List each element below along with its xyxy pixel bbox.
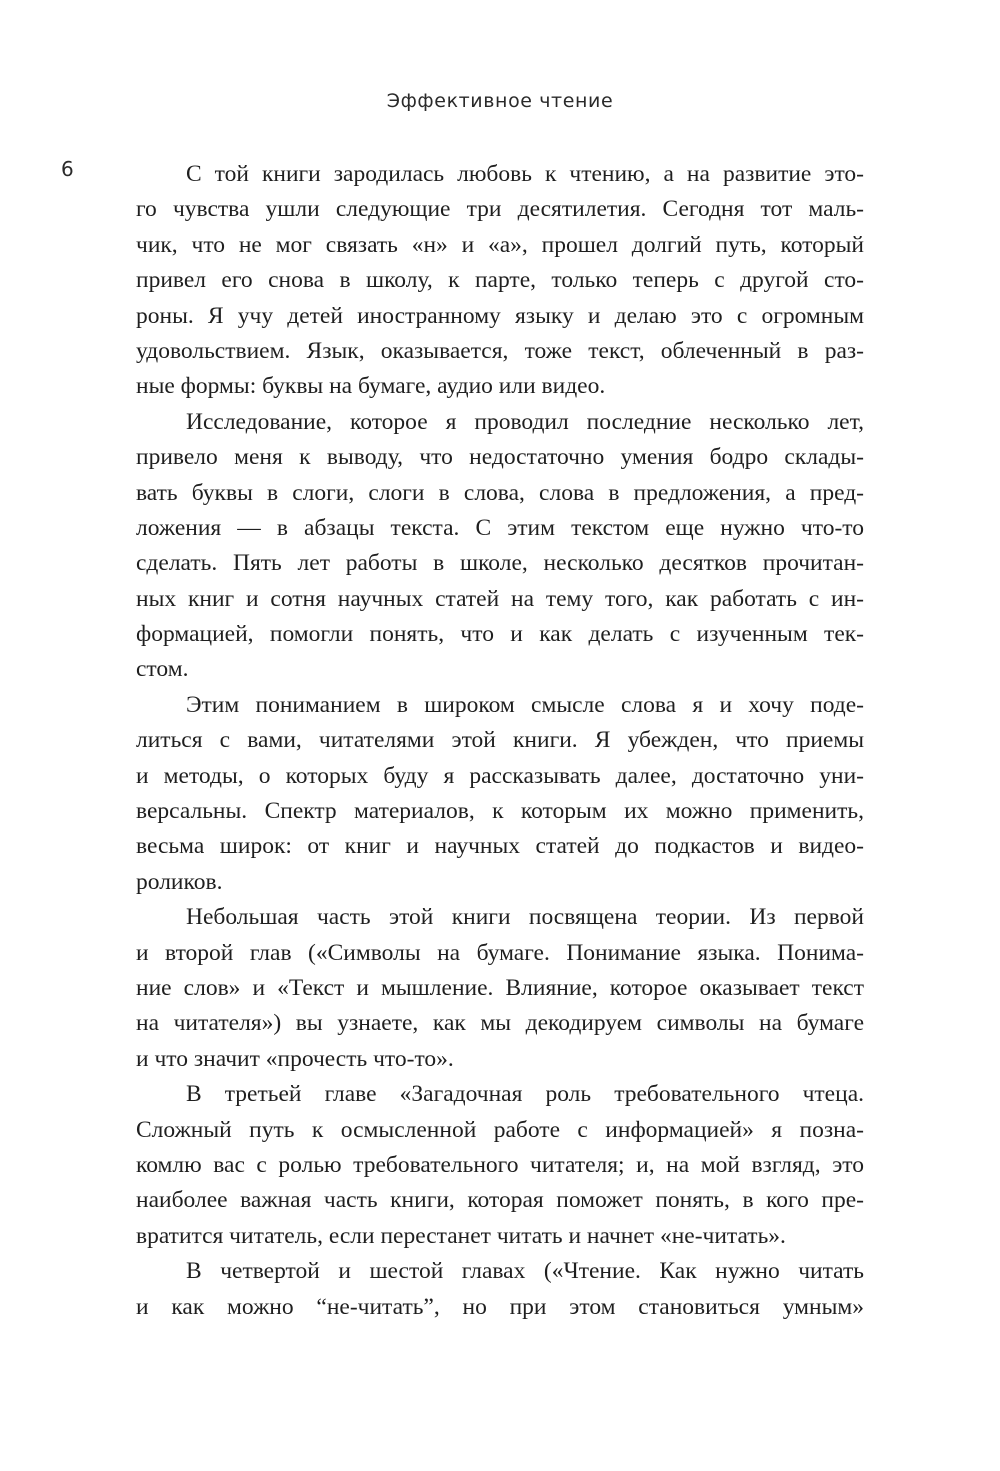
text-line: ные формы: буквы на бумаге, аудио или видео. [136,373,606,400]
body-text [136,157,864,1325]
paragraph [136,688,864,900]
text-line: формацией, помогли понять, что и как делать с изученным тек- [136,621,864,648]
text-line: и методы, о которых буду я рассказывать далее, достаточно уни- [136,762,864,789]
text-line: ных книг и сотня научных статей на тему того, как работать с ин- [136,585,864,612]
text-line: комлю вас с ролью требовательного читателя; и, на мой взгляд, это [136,1151,864,1178]
text-line: вать буквы в слоги, слоги в слова, слова в предложения, а пред- [136,479,864,506]
text-line: Этим пониманием в широком смысле слова я и хочу поде- [186,691,864,718]
page-number: 6 [61,157,74,181]
paragraph [136,1077,864,1254]
text-line: привел его снова в школу, к парте, только теперь с другой сто- [136,267,864,294]
text-line: С той книги зародилась любовь к чтению, а на развитие это- [186,161,864,187]
text-line: и как можно “не-читать”, но при этом становиться умным» [136,1293,864,1320]
running-title: Эффективное чтение [386,90,614,112]
text-line: роны. Я учу детей иностранному языку и делаю это с огромным [136,302,864,329]
text-line: Небольшая часть этой книги посвящена теории. Из первой [186,904,864,931]
text-line: весьма широк: от книг и научных статей до подкастов и видео- [136,833,864,860]
text-line: Сложный путь к осмысленной работе с информацией» я позна- [136,1116,864,1143]
paragraph [136,405,864,688]
text-line: удовольствием. Язык, оказывается, тоже текст, облеченный в раз- [136,337,864,364]
text-line: вратится читатель, если перестанет читать и начнет «не-читать». [136,1222,786,1249]
text-line: версальны. Спектр материалов, к которым их можно применить, [136,798,864,825]
text-line: Исследование, которое я проводил последние несколько лет, [186,408,864,435]
text-line: привело меня к выводу, что недостаточно умения бодро склады- [136,444,864,471]
text-line: на читателя») вы узнаете, как мы декодируем символы на бумаге [136,1010,864,1037]
text-line: чик, что не мог связать «н» и «а», прошел долгий путь, который [136,231,864,258]
paragraph [136,900,864,1077]
text-line: и второй глав («Символы на бумаге. Понимание языка. Понима- [136,939,864,966]
text-line: В третьей главе «Загадочная роль требовательного чтеца. [186,1081,864,1108]
text-line: наиболее важная часть книги, которая поможет понять, в кого пре- [136,1187,864,1214]
text-line: сделать. Пять лет работы в школе, несколько десятков прочитан- [136,550,864,577]
text-line: го чувства ушли следующие три десятилетия. Сегодня тот маль- [136,196,864,223]
text-line: роликов. [136,868,223,895]
text-line: В четвертой и шестой главах («Чтение. Как нужно читать [186,1258,864,1285]
text-line: ние слов» и «Текст и мышление. Влияние, которое оказывает текст [136,974,864,1001]
text-line: стом. [136,656,189,683]
text-line: литься с вами, читателями этой книги. Я убежден, что приемы [136,727,864,754]
text-line: ложения — в абзацы текста. С этим текстом еще нужно что-то [136,514,864,541]
text-line: и что значит «прочесть что-то». [136,1045,454,1072]
paragraph [136,1254,864,1325]
paragraph [136,157,864,405]
